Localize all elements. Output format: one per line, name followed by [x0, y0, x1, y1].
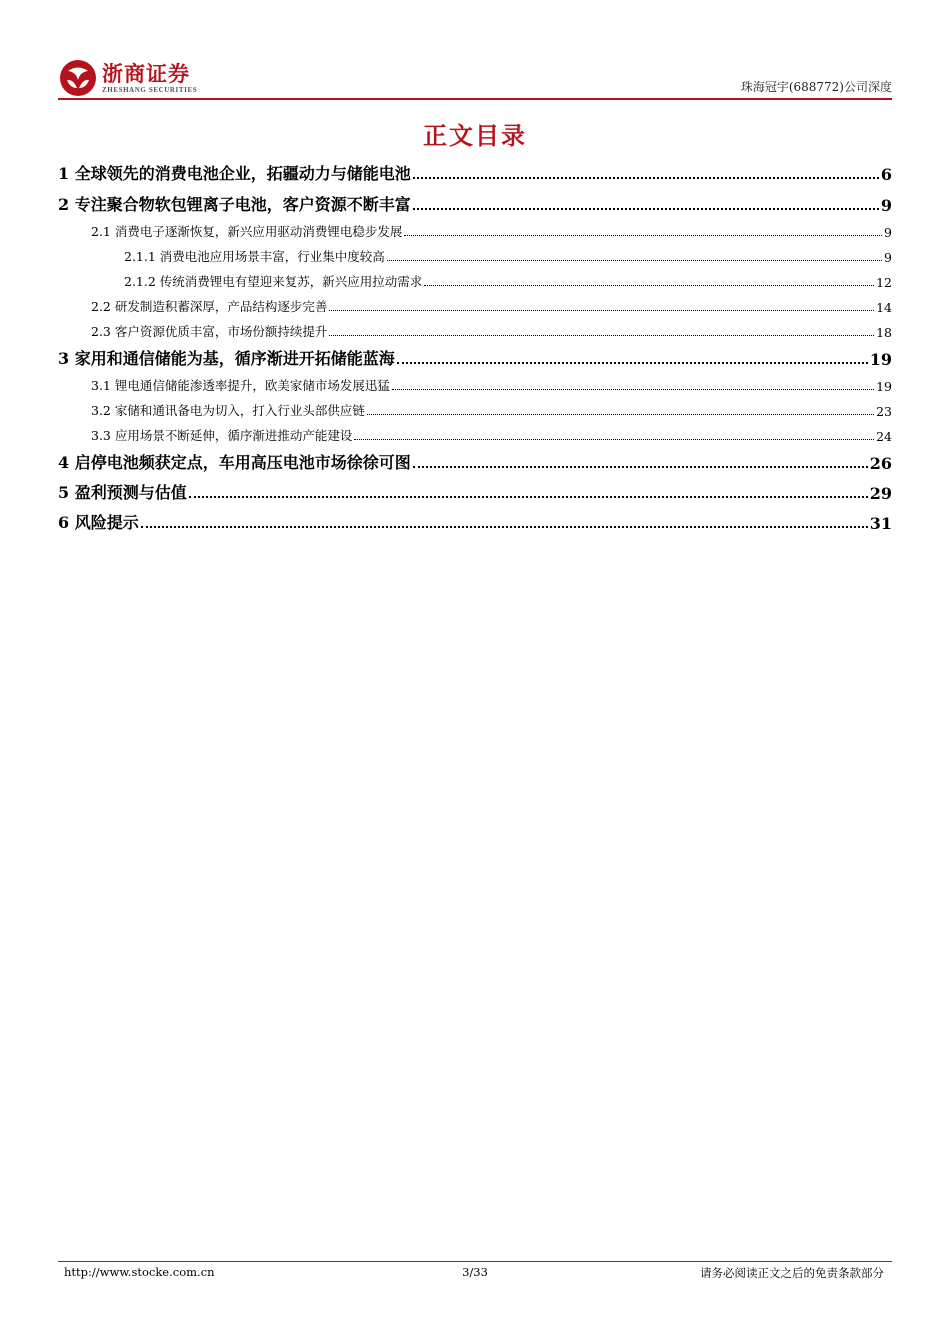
footer-page-number: 3/33 — [462, 1265, 488, 1279]
toc-entry-3[interactable]: 3 家用和通信储能为基，循序渐进开拓储能蓝海 19 — [58, 349, 892, 369]
brand-name-en: ZHESHANG SECURITIES — [102, 85, 198, 94]
brand-name-cn: 浙商证券 — [102, 61, 190, 86]
footer-url-link[interactable]: http://www.stocke.com.cn — [64, 1265, 215, 1279]
dot-leader — [367, 413, 874, 415]
toc-page-number: 9 — [880, 196, 892, 215]
dot-leader — [424, 284, 874, 286]
toc-entry-4[interactable]: 4 启停电池频获定点，车用高压电池市场徐徐可图 26 — [58, 453, 892, 473]
toc-entry-2-1-1[interactable]: 2.1.1 消费电池应用场景丰富，行业集中度较高 9 — [124, 249, 892, 265]
toc-page-number: 31 — [869, 514, 892, 533]
toc-page-number: 24 — [876, 429, 892, 444]
toc-entry-5[interactable]: 5 盈利预测与估值 29 — [58, 483, 892, 503]
dot-leader — [413, 465, 868, 468]
footer-disclaimer: 请务必阅读正文之后的免责条款部分 — [700, 1266, 884, 1280]
dot-leader — [329, 334, 874, 336]
dot-leader — [329, 309, 874, 311]
dot-leader — [141, 525, 868, 528]
toc-entry-2-3[interactable]: 2.3 客户资源优质丰富，市场份额持续提升 18 — [91, 324, 892, 340]
toc-page-number: 12 — [876, 275, 892, 290]
dot-leader — [354, 438, 874, 440]
dot-leader — [397, 361, 868, 364]
brand-logo — [58, 58, 197, 98]
zheshang-logo-icon — [58, 58, 98, 98]
toc-entry-6[interactable]: 6 风险提示 31 — [58, 513, 892, 533]
dot-leader — [404, 234, 882, 236]
toc-page-number: 9 — [884, 225, 892, 240]
dot-leader — [392, 388, 874, 390]
report-title: 珠海冠宇(688772)公司深度 — [740, 80, 892, 94]
dot-leader — [189, 495, 868, 498]
toc-page-number: 29 — [869, 484, 892, 503]
page-header — [58, 50, 892, 102]
footer-divider — [58, 1261, 892, 1262]
toc-entry-3-1[interactable]: 3.1 锂电通信储能渗透率提升，欧美家储市场发展迅猛 19 — [91, 378, 892, 394]
toc-entry-1[interactable]: 1 全球领先的消费电池企业，拓疆动力与储能电池 6 — [58, 164, 892, 184]
dot-leader — [413, 207, 879, 210]
toc-title: 正文目录 — [423, 121, 527, 150]
toc-entry-2-1[interactable]: 2.1 消费电子逐渐恢复，新兴应用驱动消费锂电稳步发展 9 — [91, 224, 892, 240]
toc-page-number: 6 — [880, 165, 892, 184]
toc-page-number: 19 — [876, 379, 892, 394]
dot-leader — [413, 176, 879, 179]
toc-page-number: 18 — [876, 325, 892, 340]
toc-entry-2-1-2[interactable]: 2.1.2 传统消费锂电有望迎来复苏，新兴应用拉动需求 12 — [124, 274, 892, 290]
toc-page-number: 19 — [869, 350, 892, 369]
toc-page-number: 23 — [876, 404, 892, 419]
dot-leader — [387, 259, 882, 261]
toc-entry-3-3[interactable]: 3.3 应用场景不断延伸，循序渐进推动产能建设 24 — [91, 428, 892, 444]
toc-page-number: 14 — [876, 300, 892, 315]
header-divider — [58, 98, 892, 100]
toc-page-number: 26 — [869, 454, 892, 473]
toc-entry-3-2[interactable]: 3.2 家储和通讯备电为切入，打入行业头部供应链 23 — [91, 403, 892, 419]
toc-page-number: 9 — [884, 250, 892, 265]
toc-entry-2[interactable]: 2 专注聚合物软包锂离子电池，客户资源不断丰富 9 — [58, 195, 892, 215]
toc-entry-2-2[interactable]: 2.2 研发制造积蓄深厚，产品结构逐步完善 14 — [91, 299, 892, 315]
